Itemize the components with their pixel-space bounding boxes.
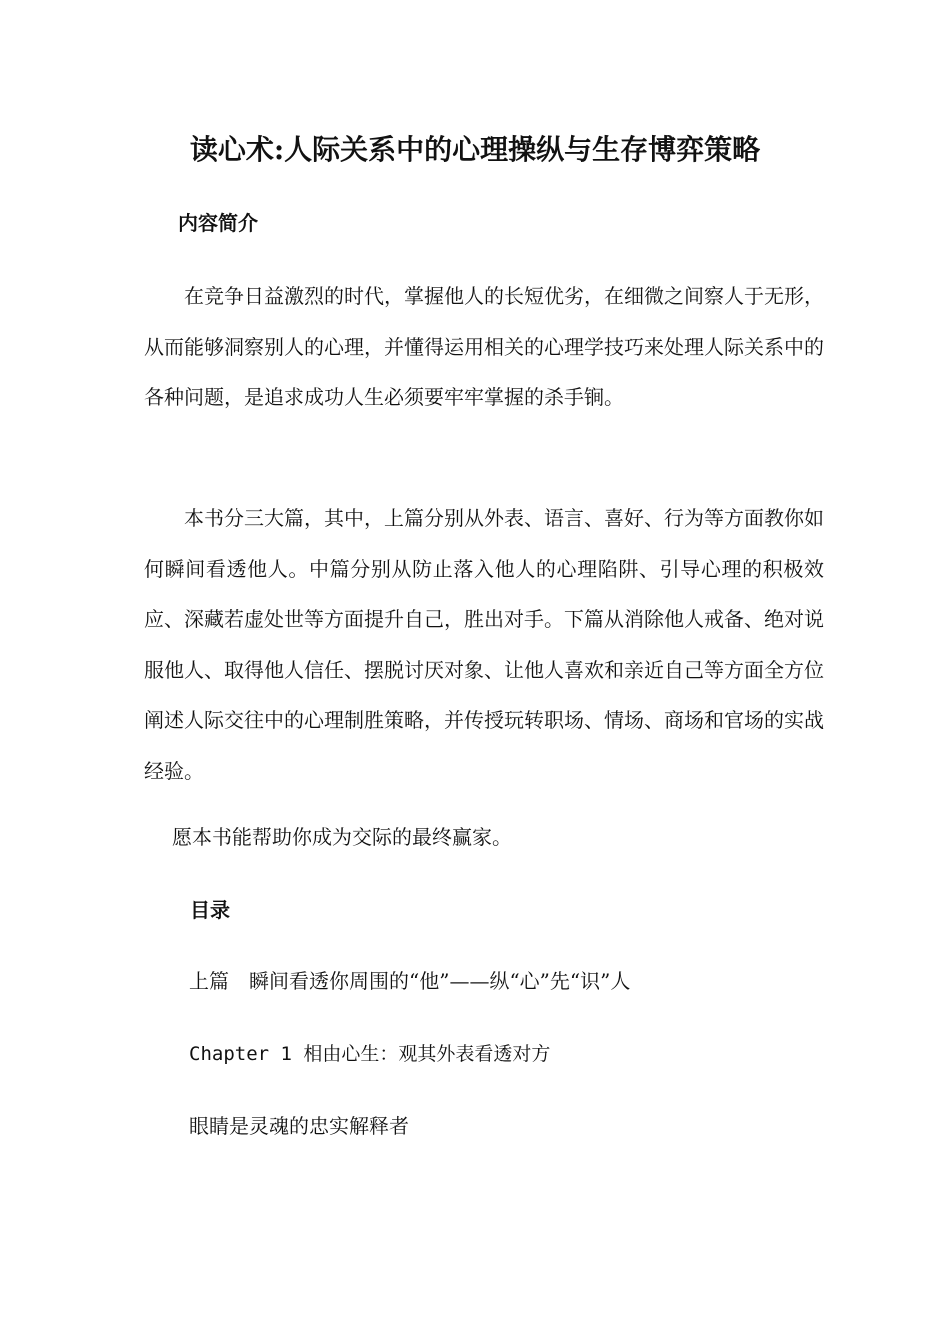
intro-paragraph-1: 在竞争日益激烈的时代，掌握他人的长短优劣，在细微之间察人于无形，从而能够洞察别人的心理，并懂得运用相关的心理学技巧来处理人际关系中的各种问题，是追求成功人生必须要牢牢掌握的杀手锏。 — [144, 284, 824, 409]
intro-closing: 愿本书能帮助你成为交际的最终赢家。 — [172, 825, 512, 849]
toc-heading: 目录 — [190, 898, 230, 922]
toc-item-part-1: 上篇 瞬间看透你周围的“他”——纵“心”先“识”人 — [189, 969, 631, 993]
toc-item-section-1: 眼睛是灵魂的忠实解释者 — [189, 1114, 409, 1138]
toc-item-chapter-1: Chapter 1 相由心生：观其外表看透对方 — [189, 1043, 551, 1065]
intro-paragraph-2: 本书分三大篇，其中，上篇分别从外表、语言、喜好、行为等方面教你如何瞬间看透他人。中篇分别从防止落入他人的心理陷阱、引导心理的积极效应、深藏若虚处世等方面提升自己，胜出对手。下篇从消除他人戒备、绝对说服他人、取得他人信任、摆脱讨厌对象、让他人喜欢和亲近自己等方面全方位阐述人际交往中的心理制胜策略，并传授玩转职场、情场、商场和官场的实战经验。 — [144, 506, 824, 783]
intro-heading: 内容简介 — [178, 211, 258, 235]
document-title: 读心术:人际关系中的心理操纵与生存博弈策略 — [189, 133, 761, 166]
